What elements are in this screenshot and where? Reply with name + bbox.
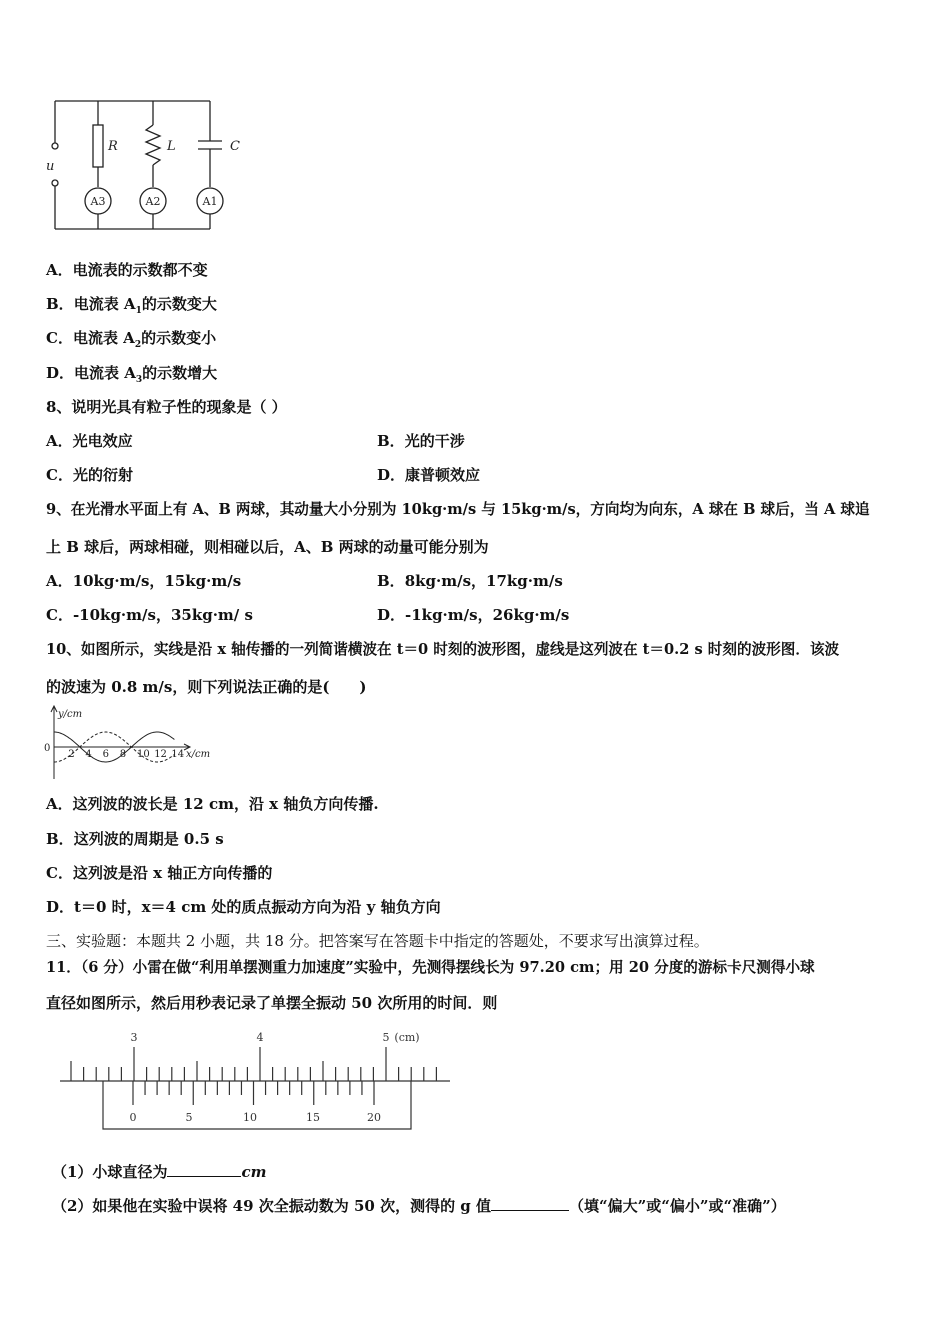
q8-option-a: A．光电效应 — [46, 432, 133, 450]
vernier-label-15: 15 — [306, 1111, 320, 1124]
q11-sub1: （1）小球直径为 cm — [52, 1163, 267, 1181]
q11-stem-line1: 11．（6 分）小雷在做“利用单摆测重力加速度”实验中，先测得摆线长为 97.20 cm；用 20 分度的游标卡尺测得小球 — [46, 959, 815, 976]
wave-x-tick: 6 — [102, 749, 109, 760]
main-label-4: 4 — [256, 1031, 264, 1044]
label-r: R — [108, 139, 118, 154]
q9-stem-line1: 9、在光滑水平面上有 A、B 两球，其动量大小分别为 10kg·m/s 与 15kg·m/s，方向均为向东，A 球在 B 球后，当 A 球追 — [46, 501, 870, 518]
q9-option-a: A．10kg·m/s，15kg·m/s — [46, 572, 242, 590]
q8-option-c: C．光的衍射 — [46, 466, 133, 484]
main-label-5: 5 — [382, 1031, 390, 1044]
wave-origin: 0 — [44, 743, 51, 754]
circuit-diagram — [40, 95, 260, 235]
wave-x-tick: 8 — [119, 749, 127, 760]
vernier-label-5: 5 — [185, 1111, 193, 1124]
wave-x-tick: 14 — [171, 749, 185, 760]
q8-option-d: D．康普顿效应 — [377, 466, 481, 484]
answer-blank-2[interactable] — [491, 1196, 569, 1211]
section-3-heading: 三、实验题：本题共 2 小题，共 18 分。把答案写在答题卡中指定的答题处，不要求写出演算过程。 — [46, 932, 709, 950]
q7-option-d: D．电流表 $A_3$的示数增大 — [46, 364, 218, 385]
q10-option-c: C．这列波是沿 x 轴正方向传播的 — [46, 864, 273, 882]
vernier-label-0: 0 — [129, 1111, 137, 1124]
q9-option-b: B．8kg·m/s，17kg·m/s — [377, 572, 563, 590]
q8-stem: 8、说明光具有粒子性的现象是（ ） — [46, 398, 287, 416]
q9-stem-line2: 上 B 球后，两球相碰，则相碰以后，A、B 两球的动量可能分别为 — [46, 538, 489, 556]
label-u: u — [46, 159, 55, 174]
q11-stem-line2: 直径如图所示，然后用秒表记录了单摆全振动 50 次所用的时间．则 — [46, 994, 498, 1012]
wave-x-tick: 12 — [154, 749, 167, 760]
caliper-unit: (cm) — [394, 1031, 420, 1044]
vernier-label-20: 20 — [367, 1111, 381, 1124]
ammeter-a2-label: A2 — [145, 195, 161, 208]
vernier-caliper — [55, 1027, 455, 1132]
answer-blank-1[interactable] — [167, 1162, 241, 1177]
q7-option-b: B．电流表 $A_1$的示数变大 — [46, 295, 217, 316]
wave-x-tick: 10 — [137, 749, 150, 760]
label-l: L — [167, 139, 176, 154]
wave-x-tick: 4 — [85, 749, 92, 760]
wave-x-tick: 2 — [68, 749, 75, 760]
q10-stem-line1: 10、如图所示，实线是沿 x 轴传播的一列简谐横波在 t＝0 时刻的波形图，虚线是这列波在 t＝0.2 s 时刻的波形图．该波 — [46, 641, 840, 658]
q11-sub2: （2）如果他在实验中误将 49 次全振动数为 50 次，测得的 g 值 （填“偏大”或“偏小”或“准确”） — [52, 1197, 786, 1215]
ammeter-a1-label: A1 — [202, 195, 218, 208]
q10-stem-line2: 的波速为 0.8 m/s，则下列说法正确的是( ) — [46, 678, 367, 696]
ammeter-a3-label: A3 — [90, 195, 106, 208]
q7-option-a: A．电流表的示数都不变 — [46, 261, 208, 279]
q10-option-b: B．这列波的周期是 0.5 s — [46, 830, 224, 848]
label-c: C — [230, 139, 240, 154]
q10-option-d: D．t＝0 时，x＝4 cm 处的质点振动方向为沿 y 轴负方向 — [46, 898, 441, 916]
q8-option-b: B．光的干涉 — [377, 432, 465, 450]
wave-x-label: x/cm — [186, 749, 211, 760]
main-label-3: 3 — [130, 1031, 138, 1044]
vernier-label-10: 10 — [243, 1111, 257, 1124]
q9-option-c: C．-10kg·m/s，35kg·m/ s — [46, 606, 253, 624]
q10-option-a: A．这列波的波长是 12 cm，沿 x 轴负方向传播. — [46, 795, 379, 813]
wave-y-label: y/cm — [58, 709, 83, 720]
q7-option-c: C．电流表 $A_2$的示数变小 — [46, 329, 217, 350]
wave-graph — [40, 703, 220, 783]
q9-option-d: D．-1kg·m/s，26kg·m/s — [377, 606, 570, 624]
